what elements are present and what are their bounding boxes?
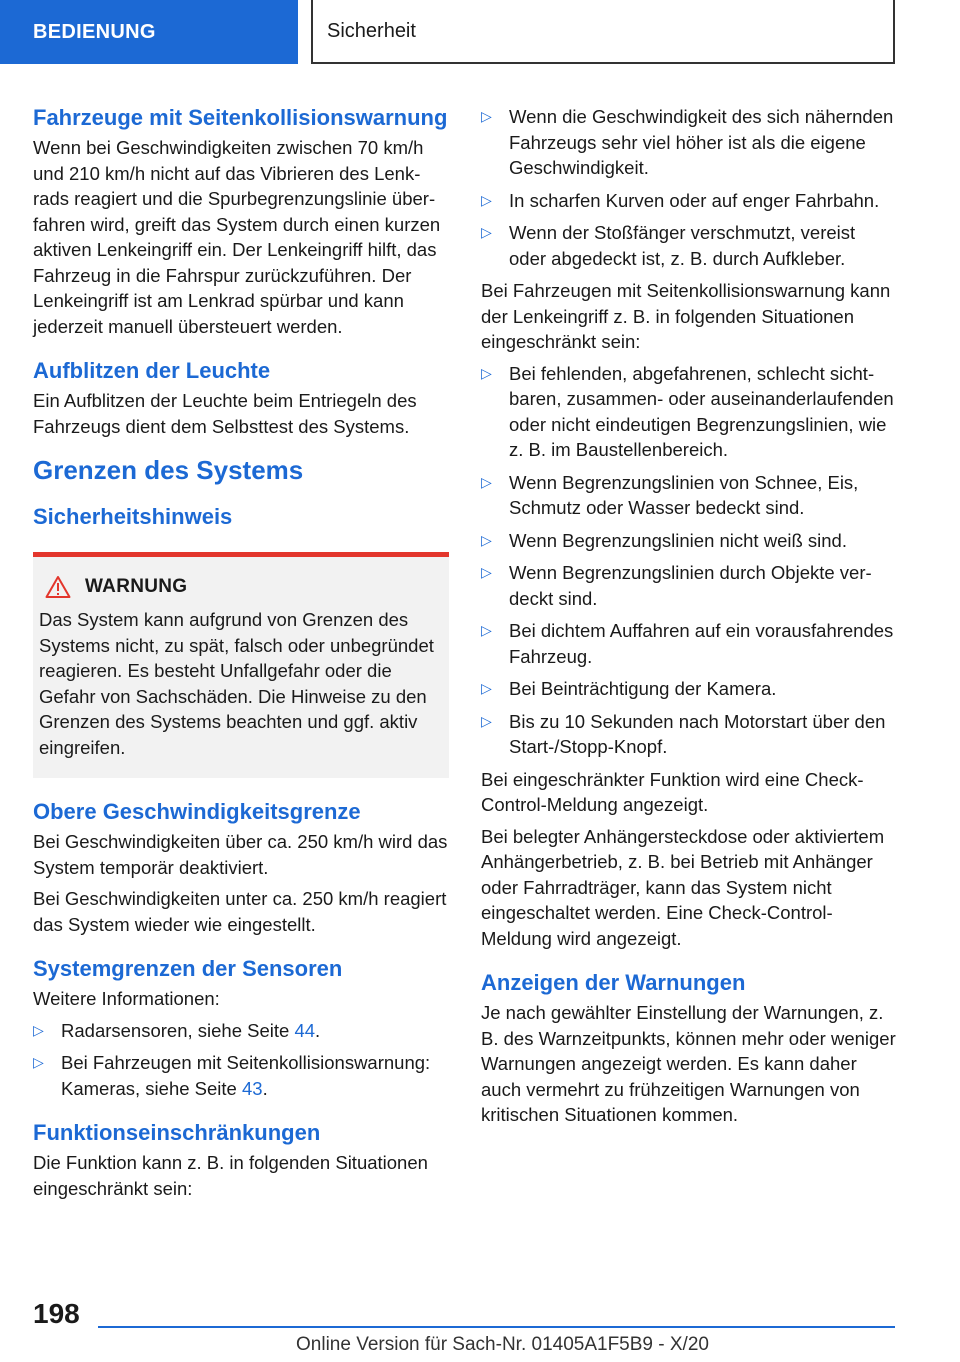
triangle-bullet-icon: ▷ bbox=[481, 191, 492, 208]
paragraph-anzeigen: Je nach gewählter Einstellung der Warnungen, z. B. des Warnzeitpunkts, können mehr oder weniger Warnungen angezeigt werden. Es kann daher auch vermehrt zu frühzeitigen Warnungen von kritischen Situationen kommen. bbox=[481, 1002, 896, 1125]
limitation-list-1 bbox=[481, 104, 897, 271]
warning-text: Das System kann aufgrund von Grenzen des Systems nicht, zu spät, falsch oder unbegründet reagieren. Es besteht Unfallgefahr oder die Gefahr von Sachschäden. Die Hinweise zu den Grenzen des Systems beachten und ggf. aktiv eingreifen. bbox=[39, 609, 434, 758]
triangle-bullet-icon: ▷ bbox=[481, 473, 492, 490]
list-item: ▷ Bei fehlenden, abgefahrenen, schlecht sichtbaren, zusammen- oder auseinanderlaufenden oder nicht eindeutigen Begrenzungslinien, wie z. B. im Baustellenbereich. bbox=[481, 362, 894, 460]
heading-obere: Obere Geschwindigkeitsgrenze bbox=[33, 799, 361, 824]
list-item: ▷ Wenn die Geschwindigkeit des sich nähernden Fahrzeugs sehr viel höher ist als die eigene Geschwindigkeit. bbox=[481, 106, 894, 178]
warning-triangle-icon bbox=[45, 575, 71, 599]
triangle-bullet-icon: ▷ bbox=[481, 680, 492, 696]
heading-grenzen: Grenzen des Systems bbox=[33, 455, 304, 485]
triangle-bullet-icon: ▷ bbox=[33, 1021, 44, 1038]
footer-divider bbox=[98, 1326, 895, 1328]
list-item: ▷ Bis zu 10 Sekunden nach Motorstart über den Start-/Stopp-Knopf. bbox=[481, 710, 886, 757]
list-item: ▷ Bei dichtem Auffahren auf ein vorausfahrendes Fahrzeug. bbox=[481, 620, 894, 667]
chapter-tab bbox=[311, 0, 895, 64]
triangle-bullet-icon: ▷ bbox=[481, 108, 492, 124]
page-link-44[interactable]: 44 bbox=[294, 1019, 316, 1041]
heading-funktion: Funktionseinschränkungen bbox=[33, 1120, 321, 1145]
online-version-text: Online Version für Sach-Nr. 01405A1F5B9 - X/20 bbox=[296, 1334, 709, 1355]
triangle-bullet-icon: ▷ bbox=[481, 712, 492, 729]
list-item: ▷ Wenn der Stoßfänger verschmutzt, vereist oder abgedeckt ist, z. B. durch Aufkleber. bbox=[481, 222, 856, 269]
heading-aufblitzen: Aufblitzen der Leuchte bbox=[33, 358, 271, 383]
warning-header bbox=[39, 575, 437, 599]
section-tab bbox=[0, 0, 298, 64]
triangle-bullet-icon: ▷ bbox=[481, 531, 492, 548]
paragraph-seitenkoll: Bei Fahrzeugen mit Seitenkollisionswarnung kann der Lenkeingriff z. B. in folgenden Situationen eingeschränkt sein: bbox=[481, 280, 891, 352]
list-item: ▷ Bei Beinträchtigung der Kamera. bbox=[481, 676, 897, 702]
right-column bbox=[481, 104, 897, 1134]
paragraph-sensoren: Weitere Informationen: bbox=[33, 988, 220, 1009]
paragraph-obere-1: Bei Geschwindigkeiten über ca. 250 km/h wird das System temporär deaktiviert. bbox=[33, 831, 448, 878]
triangle-bullet-icon: ▷ bbox=[481, 224, 492, 240]
heading-anzeigen: Anzeigen der Warnungen bbox=[481, 970, 746, 995]
limitation-list-2 bbox=[481, 361, 897, 760]
list-item: ▷ Wenn Begrenzungslinien nicht weiß sind. bbox=[481, 528, 897, 554]
heading-sicherheitshinweis: Sicherheitshinweis bbox=[33, 504, 233, 529]
section-label: BEDIENUNG bbox=[33, 20, 156, 43]
list-item: ▷ Wenn Begrenzungslinien von Schnee, Eis, Schmutz oder Wasser bedeckt sind. bbox=[481, 471, 859, 518]
warning-box bbox=[33, 552, 449, 778]
list-item: ▷ Radarsensoren, siehe Seite 44. bbox=[33, 1018, 449, 1044]
list-item: ▷ In scharfen Kurven oder auf enger Fahrbahn. bbox=[481, 188, 897, 214]
paragraph-fahrzeuge: Wenn bei Geschwindigkeiten zwischen 70 km/h und 210 km/h nicht auf das Vibrieren des Lenkrads reagiert und die Spurbegrenzungslinie überfahren wird, greift das System durch einen kurzen aktiven Lenkeingriff ein. Der Lenkeingriff hilft, das Fahrzeug in die Fahrspur zurückzuführen. Der Lenkeingriff ist am Lenkrad spürbar und kann jederzeit manuell übersteuert werden. bbox=[33, 137, 441, 337]
page-number: 198 bbox=[33, 1298, 80, 1329]
paragraph-obere-2: Bei Geschwindigkeiten unter ca. 250 km/h reagiert das System wieder wie eingestellt. bbox=[33, 888, 447, 935]
heading-fahrzeuge: Fahrzeuge mit Seitenkollisionswarnung bbox=[33, 105, 448, 130]
chapter-label: Sicherheit bbox=[327, 19, 416, 42]
triangle-bullet-icon: ▷ bbox=[481, 564, 492, 580]
list-item: ▷ Wenn Begrenzungslinien durch Objekte verdeckt sind. bbox=[481, 562, 872, 609]
paragraph-check-1: Bei eingeschränkter Funktion wird eine Check-Control-Meldung angezeigt. bbox=[481, 768, 864, 815]
heading-sensoren: Systemgrenzen der Sensoren bbox=[33, 956, 343, 981]
paragraph-funktion: Die Funktion kann z. B. in folgenden Situationen eingeschränkt sein: bbox=[33, 1152, 428, 1199]
list-item: ▷ Bei Fahrzeugen mit Seitenkollisionswarnung: Kameras, siehe Seite 43. bbox=[33, 1052, 431, 1099]
page-link-43[interactable]: 43 bbox=[241, 1077, 263, 1099]
left-column bbox=[33, 104, 449, 1207]
triangle-bullet-icon: ▷ bbox=[481, 622, 492, 638]
warning-title: WARNUNG bbox=[85, 576, 188, 597]
triangle-bullet-icon: ▷ bbox=[481, 364, 492, 381]
sensor-list bbox=[33, 1018, 449, 1102]
paragraph-check-2: Bei belegter Anhängersteckdose oder aktiviertem Anhängerbetrieb, z. B. bei Betrieb mit Anhänger oder Fahrradträger, kann das System nicht eingeschaltet werden. Eine Check-Control-Meldung wird angezeigt. bbox=[481, 825, 885, 949]
paragraph-aufblitzen: Ein Aufblitzen der Leuchte beim Entriegeln des Fahrzeugs dient dem Selbsttest des Systems. bbox=[33, 390, 417, 437]
triangle-bullet-icon: ▷ bbox=[33, 1054, 44, 1070]
